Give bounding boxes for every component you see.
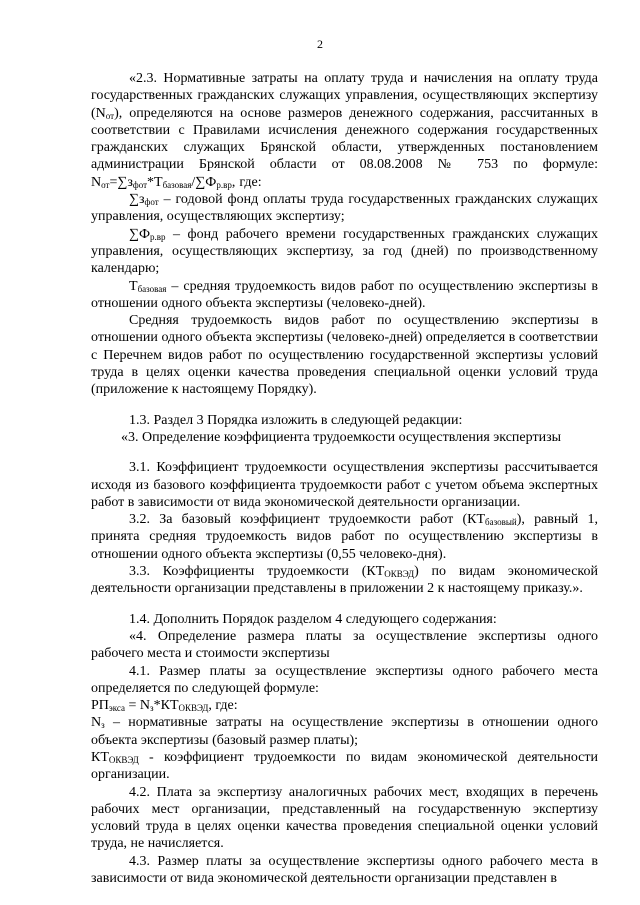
subscript: от <box>105 110 115 121</box>
text-run: «4. Определение размера платы за осуществление экспертизы одного рабочего места и стоимости экспертизы <box>91 628 598 662</box>
paragraph-frvr-definition <box>91 226 598 278</box>
paragraph-average-labor <box>91 312 598 398</box>
paragraph-4-1 <box>91 663 598 698</box>
text-run: – нормативные затраты на осуществление экспертизы в отношении одного объекта экспертизы (базовый размер платы); <box>91 715 598 748</box>
subscript: з <box>150 703 154 714</box>
text-run: ∑Ф <box>129 226 151 242</box>
text-run: 4.1. Размер платы за осуществление экспертизы одного рабочего места определяется по следующей формуле: <box>91 663 598 696</box>
text-run: РП <box>91 698 109 714</box>
section-3-heading <box>91 429 598 446</box>
subscript: базовая <box>137 283 167 294</box>
text-run: =∑з <box>109 174 133 190</box>
text-run: Т <box>129 278 138 294</box>
paragraph-3-3 <box>91 563 598 598</box>
subscript: ОКВЭД <box>108 754 139 765</box>
subscript: базовый <box>485 517 517 528</box>
paragraph-4-2 <box>91 784 598 853</box>
text-run: /∑Ф <box>191 174 217 190</box>
formula-rp <box>91 697 598 714</box>
text-run: 1.3. Раздел 3 Порядка изложить в следующей редакции: <box>129 412 463 428</box>
subscript: з <box>101 720 105 731</box>
subscript: базовая <box>162 179 192 190</box>
subscript: от <box>101 179 110 190</box>
subscript: р.вр <box>150 231 166 242</box>
text-run: 1.4. Дополнить Порядок разделом 4 следующего содержания: <box>129 611 497 627</box>
paragraph-4-3 <box>91 853 598 888</box>
text-run: – годовой фонд оплаты труда государственных гражданских служащих управления, осуществляющих экспертизу; <box>91 192 598 225</box>
paragraph-1-4 <box>91 611 598 628</box>
text-run: *Т <box>147 174 163 190</box>
text-run: 3.2. За базовый коэффициент трудоемкости работ (КТ <box>129 512 485 528</box>
page-number: 2 <box>317 37 323 51</box>
paragraph-nz-definition <box>91 714 598 749</box>
paragraph-1-3 <box>91 412 598 429</box>
text-run: = N <box>125 698 151 714</box>
paragraph-zfot-definition <box>91 191 598 226</box>
subscript: экса <box>108 703 126 714</box>
text-run: – средняя трудоемкость видов работ по осуществлению экспертизы в отношении одного объекта экспертизы (человеко-дней). <box>91 278 598 311</box>
text-run: , где: <box>208 698 238 714</box>
paragraph-2-3 <box>91 70 598 191</box>
text-run: *КТ <box>153 698 179 714</box>
text-run: – фонд рабочего времени государственных гражданских служащих управления, осуществляющих экспертизу, за год (дней) по производственному календарю; <box>91 226 598 277</box>
subscript: ОКВЭД <box>384 569 415 580</box>
text-run: 3.3. Коэффициенты трудоемкости (КТ <box>129 564 385 580</box>
paragraph-3-1 <box>91 459 598 511</box>
paragraph-tbazovaya-definition <box>91 278 598 313</box>
subscript: фот <box>144 197 159 208</box>
document-body <box>91 70 598 887</box>
subscript: ОКВЭД <box>178 703 209 714</box>
text-run: Средняя трудоемкость видов работ по осуществлению экспертизы в отношении одного объекта экспертизы (человеко-дней) определяется в соответствии с Перечнем видов работ по осуществлению государственной экспертизы условий труда в целях оценки качества проведения специальной оценки условий труда (приложение к настоящему Порядку). <box>91 313 598 398</box>
text-run: , где: <box>231 174 262 190</box>
subscript: р.вр <box>216 179 232 190</box>
paragraph-3-2 <box>91 511 598 563</box>
text-run: 3.1. Коэффициент трудоемкости осуществления экспертизы рассчитывается исходя из базового коэффициента трудоемкости работ с учетом объема экспертных работ в зависимости от вида экономической деятельности организации. <box>91 460 598 510</box>
text-run: ) по видам экономической деятельности организации представлены в приложении 2 к настоящему приказу.». <box>91 564 598 597</box>
text-run: «2.3. Нормативные затраты на оплату труда и начисления на оплату труда государственных гражданских служащих управления, осуществляющих экспертизу (N <box>91 71 598 121</box>
text-run: ), равный 1, принята средняя трудоемкость видов работ по осуществлению экспертизы в отношении одного объекта экспертизы (0,55 человеко-дня). <box>91 512 598 562</box>
text-run: - коэффициент трудоемкости по видам экономической деятельности организации. <box>91 749 598 783</box>
text-run: КТ <box>91 749 109 765</box>
paragraph-ktokved-definition <box>91 749 598 784</box>
section-4-heading <box>91 628 598 663</box>
text-run: 4.2. Плата за экспертизу аналогичных рабочих мест, входящих в перечень рабочих мест организации, представленный на государственную экспертизу условий труда в целях оценки качества проведения специальной оценки условий труда, не начисляется. <box>91 784 598 852</box>
text-run: «3. Определение коэффициента трудоемкости осуществления экспертизы <box>121 429 562 445</box>
text-run: ∑з <box>129 192 145 208</box>
text-run: 4.3. Размер платы за осуществление экспертизы одного рабочего места в зависимости от вида экономической деятельности организации представлен в <box>91 853 598 887</box>
text-run: ), определяются на основе размеров денежного содержания, рассчитанных в соответствии с Правилами исчисления денежного содержания государственных гражданских служащих Брянской области, утвержденных постановлением администрации Брянской области от 08.08.2008 № 753 по формуле: N <box>91 105 598 190</box>
subscript: фот <box>132 179 148 190</box>
text-run: N <box>91 715 102 731</box>
